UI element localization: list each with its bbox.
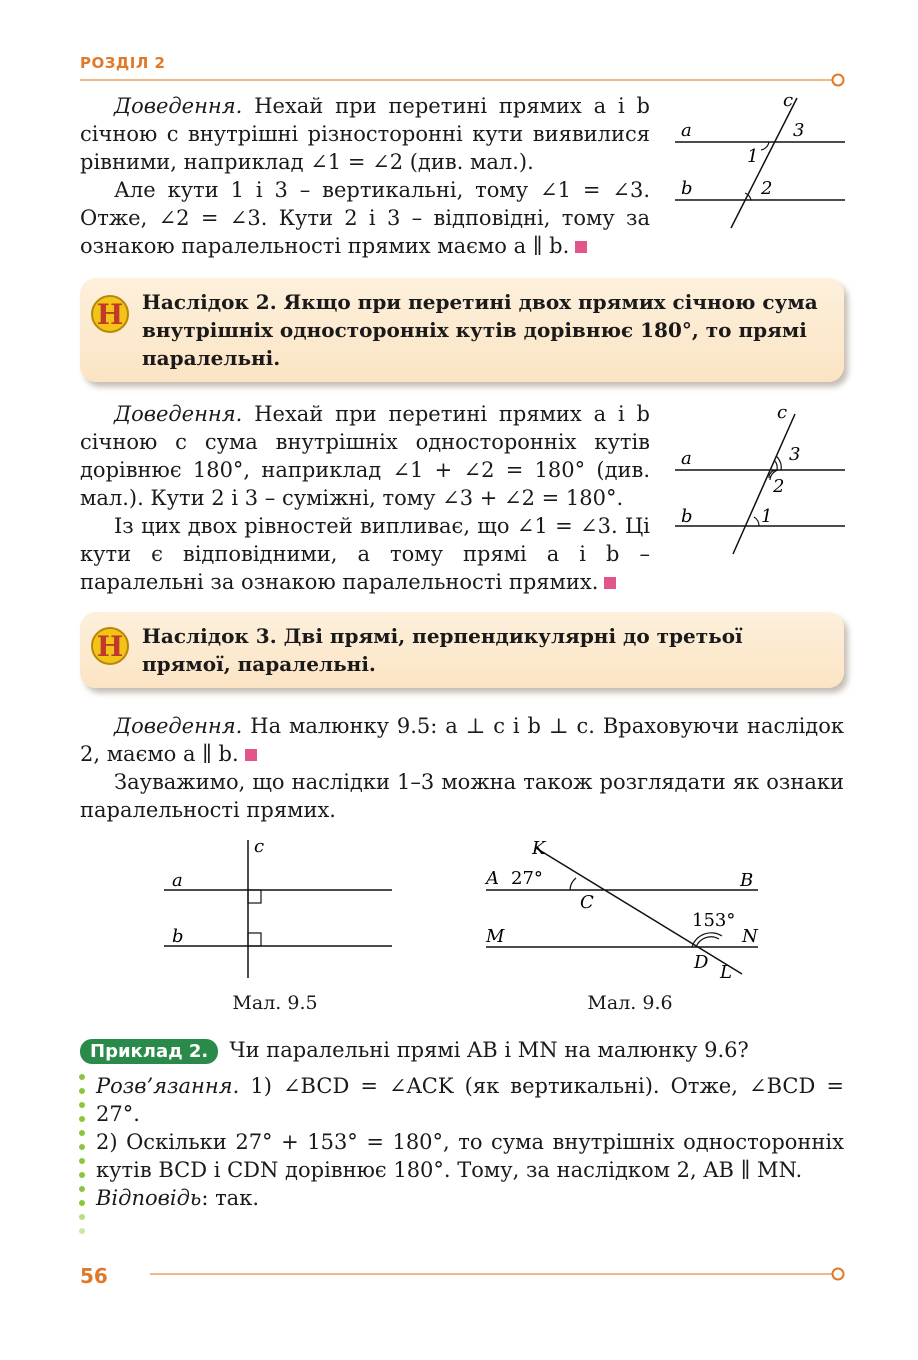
figure-9-5 <box>160 836 400 984</box>
example-2-heading <box>80 1038 844 1064</box>
example-badge: Приклад 2. <box>80 1039 218 1064</box>
label-B: B <box>740 870 754 891</box>
section-label: РОЗДІЛ 2 <box>80 54 166 72</box>
footer-rule <box>120 1266 850 1282</box>
label-1: 1 <box>761 506 773 527</box>
end-proof-marker <box>604 577 616 589</box>
label-C: C <box>580 892 594 913</box>
header-rule <box>80 72 850 88</box>
solution-dotted-rule <box>79 1074 85 1242</box>
solution-step-2: 2) Оскільки 27° + 153° = 180°, то сума внутрішніх односторонніх кутів BCD і CDN дорівнює 180°. Тому, за наслідком 2, AB ∥ MN. <box>96 1130 844 1182</box>
corollary-title: Наслідок 2. <box>142 290 277 314</box>
answer-text: : так. <box>201 1186 260 1210</box>
proof-1 <box>80 92 650 260</box>
answer-label: Відповідь <box>96 1186 202 1210</box>
label-M: M <box>486 926 505 947</box>
label-a: a <box>681 120 692 141</box>
corollary-statement: Дві прямі, перпендикулярні до третьої прямої, паралельні. <box>142 624 743 676</box>
end-proof-marker <box>575 241 587 253</box>
label-b: b <box>681 178 693 199</box>
label-A: A <box>486 868 499 889</box>
label-c: c <box>777 402 788 423</box>
label-c: c <box>254 836 265 857</box>
corollary-3-box <box>80 612 844 688</box>
example-solution <box>96 1072 844 1212</box>
figure-parallel-lines-1 <box>665 90 855 235</box>
corollary-h-icon <box>90 626 130 666</box>
label-3: 3 <box>789 444 801 465</box>
remark-text: Зауважимо, що наслідки 1–3 можна також розглядати як ознаки паралельності прямих. <box>80 770 844 822</box>
label-2: 2 <box>773 476 785 497</box>
proof-text: Нехай при перетині прямих a і b січною c сума внутрішніх односторонніх кутів дорівнює 180°, наприклад ∠1 + ∠2 = 180° (див. мал.). Кути 2 і 3 – суміжні, тому ∠3 + ∠2 = 180°. <box>80 402 650 510</box>
label-L: L <box>720 962 732 983</box>
svg-text:Н: Н <box>96 298 124 331</box>
label-a: a <box>681 448 692 469</box>
proof-text: Із цих двох рівностей випливає, що ∠1 = ∠3. Ці кути є відповідними, а тому прямі a і b – паралельні за ознакою паралельності прямих. <box>80 514 650 594</box>
figure-9-6-caption: Мал. 9.6 <box>587 992 673 1014</box>
label-2: 2 <box>761 178 773 199</box>
label-1: 1 <box>747 146 759 167</box>
example-question: Чи паралельні прямі AB і MN на малюнку 9.6? <box>229 1038 749 1062</box>
proof-text: На малюнку 9.5: a ⊥ c і b ⊥ c. Враховуючи наслідок 2, маємо a ∥ b. <box>80 714 844 766</box>
solution-step-1: 1) ∠BCD = ∠ACK (як вертикальні). Отже, ∠BCD = 27°. <box>96 1074 844 1126</box>
label-c: c <box>783 90 794 111</box>
proof-text: Але кути 1 і 3 – вертикальні, тому ∠1 = ∠3. Отже, ∠2 = ∠3. Кути 2 і 3 – відповідні, тому за ознакою паралельності прямих маємо a ∥ b. <box>80 178 650 258</box>
corollary-2-box <box>80 278 844 382</box>
proof-text: Нехай при перетині прямих a і b січною c внутрішні різносторонні кути виявилися рівними, наприклад ∠1 = ∠2 (див. мал.). <box>80 94 650 174</box>
proof-3 <box>80 712 844 824</box>
corollary-statement: Якщо при перетині двох прямих січною сума внутрішніх односторонніх кутів дорівнює 180°, то прямі паралельні. <box>142 290 818 370</box>
label-b: b <box>172 926 184 947</box>
label-3: 3 <box>793 120 805 141</box>
corollary-h-icon <box>90 294 130 334</box>
figure-9-6 <box>480 832 770 984</box>
label-angle-27: 27° <box>511 868 543 889</box>
corollary-2-text <box>142 288 826 372</box>
proof-label: Доведення. <box>114 714 243 738</box>
corollary-title: Наслідок 3. <box>142 624 277 648</box>
page-number: 56 <box>80 1264 108 1288</box>
corollary-3-text <box>142 622 826 678</box>
label-D: D <box>694 952 709 973</box>
figure-parallel-lines-2 <box>665 398 855 563</box>
solution-label: Розв’язання. <box>96 1074 240 1098</box>
proof-label: Доведення. <box>114 94 243 118</box>
label-a: a <box>172 870 183 891</box>
end-proof-marker <box>245 749 257 761</box>
label-N: N <box>742 926 758 947</box>
figure-9-5-caption: Мал. 9.5 <box>232 992 318 1014</box>
svg-text:Н: Н <box>96 630 124 663</box>
label-K: K <box>532 838 546 859</box>
label-b: b <box>681 506 693 527</box>
label-angle-153: 153° <box>692 910 736 931</box>
proof-label: Доведення. <box>114 402 243 426</box>
proof-2 <box>80 400 650 596</box>
